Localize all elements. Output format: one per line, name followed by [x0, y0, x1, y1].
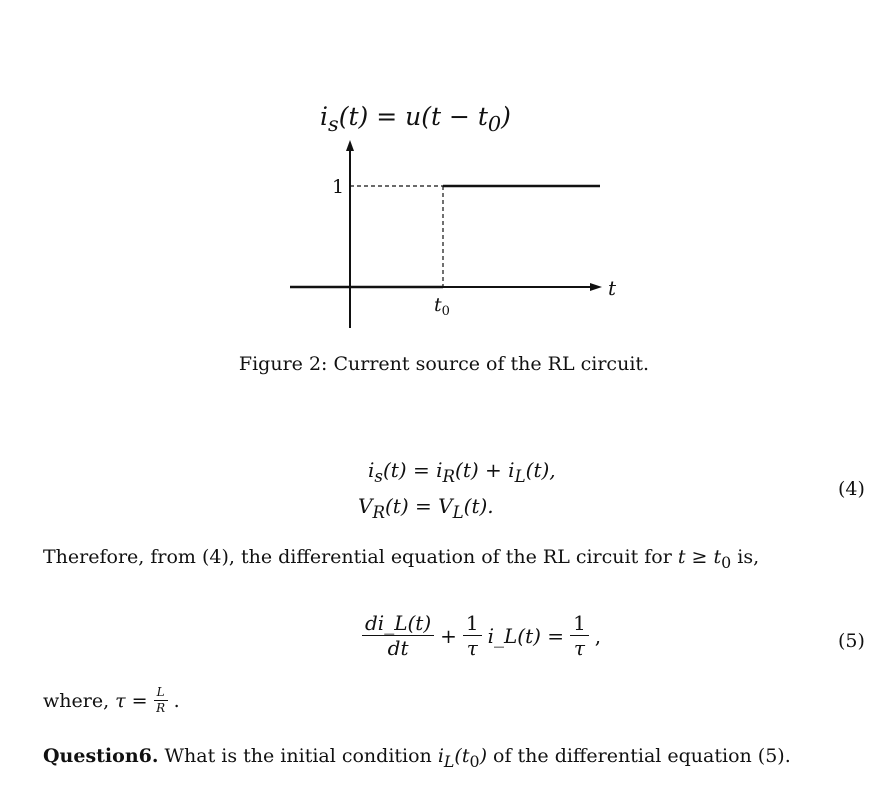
equation-5: $\frac{di\_L(t)}{dt}$ + $\frac{1}{\tau}$ i_L(t) = $\frac{1}{\tau}$ , — [362, 612, 601, 659]
one-over-tau-fraction: $\frac{1}{\tau}$ — [463, 612, 482, 659]
derivative-fraction: $\frac{di\_L(t)}{dt}$ — [362, 612, 434, 659]
body-paragraph: Therefore, from (4), the differential equation of the RL circuit for $t \ge t_0$ is, — [43, 546, 760, 572]
equation-5-number: (5) — [838, 630, 865, 652]
equation-4-line-1: $i_s(t) = i_R(t) + i_L(t)$, — [368, 458, 556, 486]
x-axis-label: t — [608, 276, 617, 300]
rhs-fraction: $\frac{1}{\tau}$ — [570, 612, 589, 659]
step-tick-label: $t_0$ — [434, 294, 450, 319]
question-6: Question6. What is the initial condition $i_L(t_0)$ of the differential equation (5). — [43, 745, 791, 771]
equation-4-line-2: $V_R(t) = V_L(t)$. — [358, 494, 494, 522]
y-axis-arrow — [346, 140, 354, 151]
equation-4-number: (4) — [838, 478, 865, 500]
x-axis-arrow — [590, 283, 602, 291]
question-label: Question6. — [43, 745, 159, 767]
tau-definition: where, τ = $\frac{L}{R}$ . — [43, 685, 180, 716]
figure-caption: Figure 2: Current source of the RL circuit. — [238, 353, 650, 375]
step-function-plot — [280, 135, 640, 335]
figure-title: $i_s(t) = u(t - t_0)$ — [320, 102, 511, 136]
l-over-r-fraction: $\frac{L}{R}$ — [154, 686, 168, 715]
y-tick-label: 1 — [332, 176, 345, 198]
